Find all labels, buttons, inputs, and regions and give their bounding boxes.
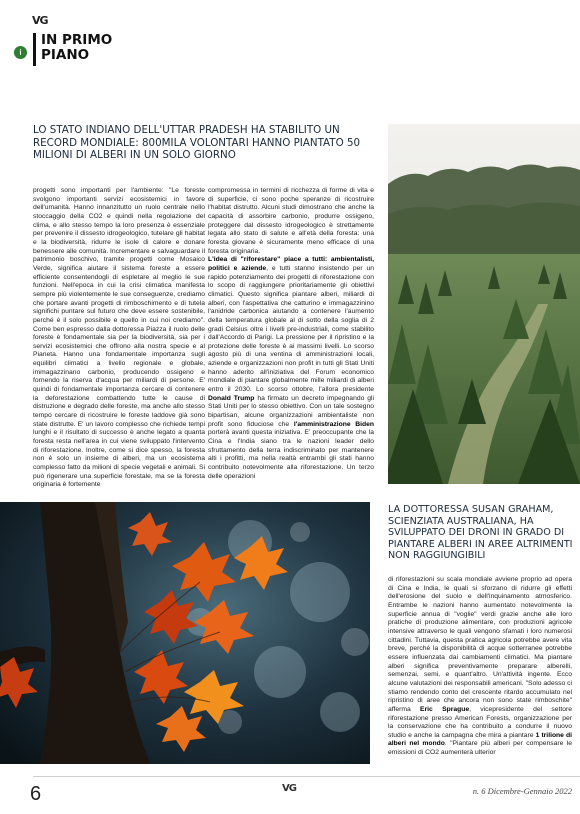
column-3-paragraph	[388, 576, 572, 758]
col3-bold-2: 1 trilione di alberi nel mondo	[388, 731, 572, 748]
footer-divider	[33, 776, 580, 777]
col2-text-c: ha firmato un decreto impegnando gli Stati Uniti per lo stesso obiettivo. Con un tale sostegno bipartisan, alcune organizzazioni ambientaliste non profit sono fiduciose che	[208, 394, 374, 428]
col2-bold-2: Donald Trump	[208, 394, 255, 402]
photo-pine-forest	[388, 124, 580, 484]
pull-quote-headline: LA DOTTORESSA SUSAN GRAHAM, SCIENZIATA AUSTRALIANA, HA SVILUPPATO DEI DRONI IN GRADO DI PIANTARE ALBERI IN AREE ALTRIMENTI NON RAGGIUNGIBILI	[388, 504, 573, 562]
issue-label: n. 6 Dicembre-Gennaio 2022	[472, 786, 572, 796]
magazine-logo: VG	[32, 14, 48, 27]
info-icon: i	[14, 46, 27, 59]
col2-text-d: porterà avanti questa iniziativa. E' preoccupante che la Cina e l'India siano tra le nazioni leader dello sfruttamento della terra indiscriminato per mantenere alti i profitti, ma nella realtà entrambi gli stati hanno contribuito notevolmente alla riforestazione. Un terzo delle operazioni	[208, 429, 374, 480]
article-column-1	[33, 187, 205, 505]
col3-bold-1: Eric Sprague	[420, 705, 470, 713]
col3-text-a: di riforestazioni su scala mondiale avviene proprio ad opera di Cina e India, le quali si sforzano di ridurre gli effetti dell'erosione del suolo e dell'inquinamento atmosferico. Entrambe le nazioni hanno aumentato notevolmente la superficie annua di "voglie" verdi grazie anche alle loro pratiche di produzione alimentare, con produzioni agricole intensive attraverso le quali vengono sfamati i loro numerosi cittadini. Tuttavia, questa pratica agricola potrebbe avere vita breve, perché la disponibilità di acque sotterranee potrebbe essere influenzata dai cambiamenti climatici. Ma piantare alberi significa preventivamente preparare alberelli, semenzai, semi, e quant'altro. Un'attività ingente. Ecco alcune valutazioni dei responsabili americani. "Solo adesso ci stiamo rendendo conto del crescente ritardo accumulato nel ripristino di aree che ancora non sono state rimboschite" afferma	[388, 576, 572, 713]
column-1-text: progetti sono importanti per l'ambiente: "Le foreste svolgono importanti servizi ecosistemici in favore dell'umanità. Hanno innanzitutto un ruolo centrale nello stoccaggio della CO2 e quindi nella regolazione del clima, e allo stesso tempo la loro presenza è essenziale per prevenire il dissesto idrogeologico, tutelare gli habitat e la biodiversità, ridurre le isole di calore e donare benessere alle comunità. Incrementare e salvaguardare il patrimonio boschivo, tramite progetti come Mosaico Verde, significa aiutare il sistema foreste a essere efficiente consentendogli di espletare al meglio le sue funzioni. Nell'epoca in cui la crisi climatica manifesta sempre più violentemente le sue conseguenze, crediamo che portare avanti progetti di rimboschimento e di tutela significhi puntare sul futuro che deve essere sostenibile, perché è il solo possibile e quello in cui noi crediamo". Come ben espresso dalla dottoressa Piazza il ruolo delle foreste è fondamentale sia per la biodiversità, sia per i servizi ecosistemici che offrono alla nostra specie e al Pianeta. Hanno una fondamentale importanza sugli equilibri climatici a livello regionale e globale, immagazzinano carbonio, producendo ossigeno e fornendo la riserva d'acqua per miliardi di persone. E' quindi di fondamentale importanza cercare di contenere la deforestazione combattendo tutte le cause di distruzione e degrado delle foreste, ma anche allo stesso tempo cercare di ricostruire le foreste laddove già sono state distrutte. E' un lavoro complesso che richiede tempi lunghi e il risultato di successo è anche legato a quanta foresta resta nell'area in cui viene sviluppato l'intervento di riforestazione. Inoltre, come si dice spesso, la foresta non è solo un insieme di alberi, ma un ecosistema complesso fatto da milioni di specie vegetali e animali. Si può rigenerare una superficie forestale, ma se la foresta originaria è fortemente	[33, 187, 205, 489]
col2-bold-3: l'amministrazione Biden	[293, 420, 374, 428]
article-column-3	[388, 576, 572, 770]
footer-logo: VG	[282, 783, 296, 794]
photo-autumn-leaves	[0, 502, 370, 764]
col2-bold-1: L'idea di "riforestare" piace a tutti: ambientalisti, politici e aziende	[208, 256, 374, 272]
section-bar	[33, 33, 36, 66]
section-title-line-1: IN PRIMO	[41, 32, 113, 48]
col2-text-a: compromessa in termini di ricchezza di forme di vita e di superficie, ci sono poche speranze di ricostruire l'habitat distrutto. Alcuni studi dimostrano che anche la capacità di assorbire carbonio, produrre ossigeno, proteggere dal dissesto idrogeologico è strettamente legata allo stato di salute e all'età della foresta: una foresta giovane è sicuramente meno efficace di una foresta originaria.	[208, 187, 374, 255]
col3-text-c: . "Piantare più alberi per compensare le emissioni di CO2 aumenterà ulterior	[388, 740, 572, 757]
section-title-line-2: PIANO	[41, 46, 90, 63]
column-2-paragraph	[208, 187, 374, 481]
page-number: 6	[30, 783, 42, 805]
article-headline: LO STATO INDIANO DELL'UTTAR PRADESH HA STABILITO UN RECORD MONDIALE: 800MILA VOLONTARI HANNO PIANTATO 50 MILIONI DI ALBERI IN UN SOLO GIORNO	[33, 124, 361, 162]
col2-text-b: , e tutti stanno insistendo per un rapido potenziamento dei progetti di riforestazione con lo scopo di raggiungere prioritariamente gli obiettivi climatici. Questo significa piantare alberi, miliardi di alberi, con l'aspettativa che catturino e immagazzinino l'anidride carbonica aiutando a contenere l'aumento della temperatura globale al di sotto della soglia di 2 gradi Celsius oltre i livelli pre-industriali, come stabilito dall'Accordo di Parigi. La pressione per il ripristino e la protezione delle foreste è ai massimi livelli. Lo scorso agosto più di una ventina di amministrazioni locali, aziende e organizzazioni non profit in tutti gli Stati Uniti hanno aderito all'iniziativa del Forum economico mondiale di piantare globalmente mille miliardi di alberi entro il 2030. Lo scorso ottobre, l'allora presidente	[208, 264, 374, 394]
section-title	[41, 33, 112, 62]
article-column-2	[208, 187, 374, 482]
col3-text-b: , vicepresidente del settore riforestazione presso American Forests, organizzazione per la conservazione che ha contribuito a condurre il nuovo studio e anche la campagna che mira a piantare	[388, 705, 572, 739]
